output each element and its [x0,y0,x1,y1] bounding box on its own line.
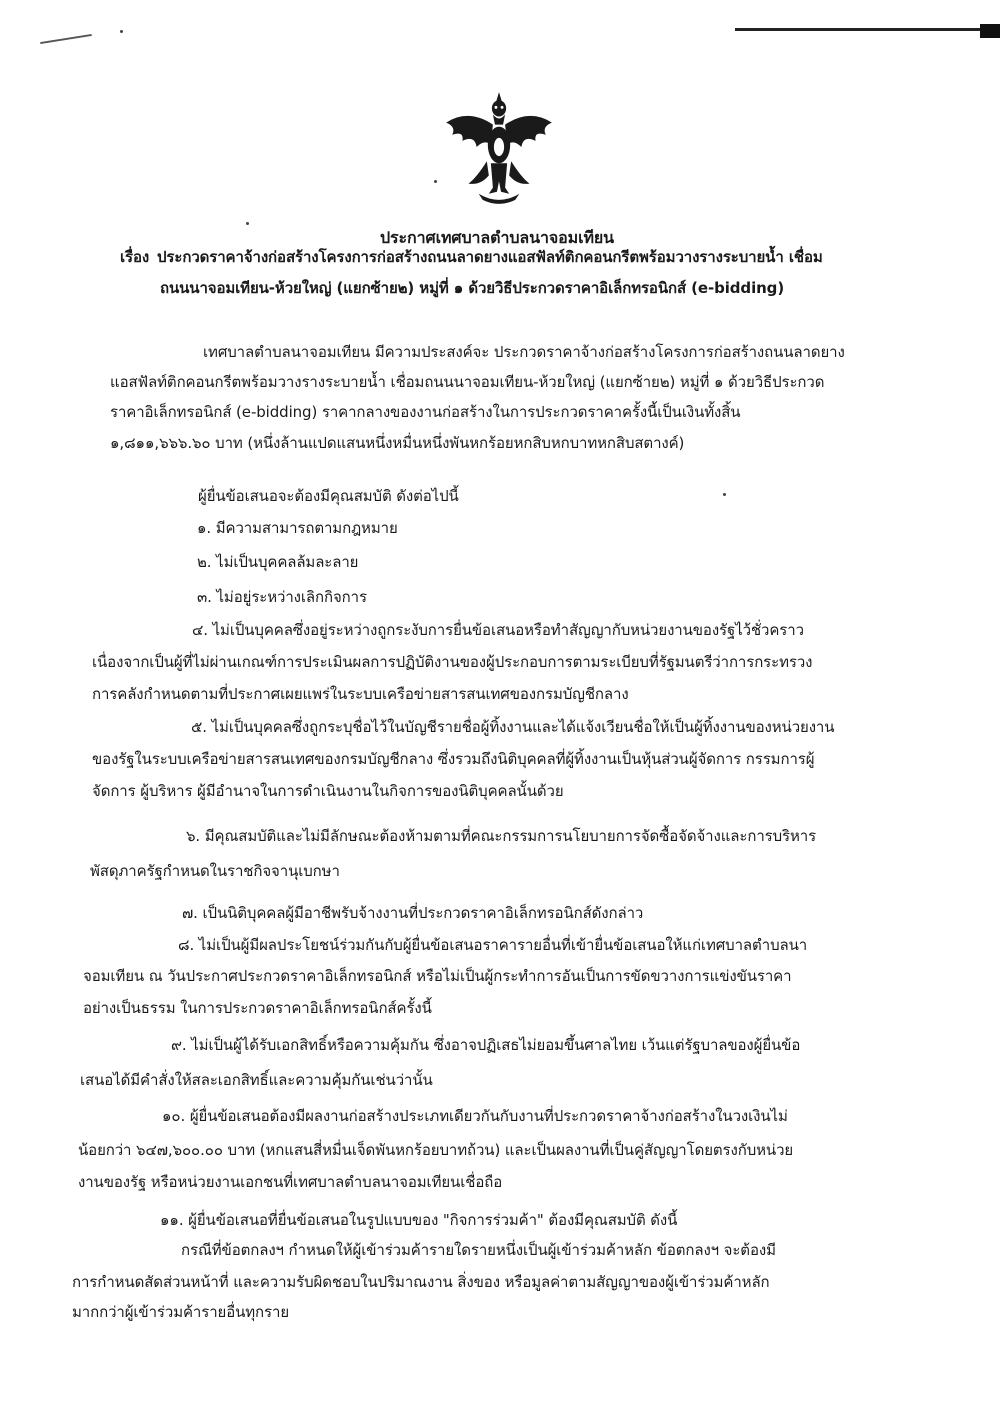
garuda-emblem-icon [438,88,560,210]
scan-speck [120,30,123,33]
intro-line: ราคาอิเล็กทรอนิกส์ (e-bidding) ราคากลางของงานก่อสร้างในการประกวดราคาครั้งนี้เป็นเงินทั้งสิ้น [110,403,741,421]
qualification-line: ของรัฐในระบบเครือข่ายสารสนเทศของกรมบัญชีกลาง ซึ่งรวมถึงนิติบุคคลที่ผู้ทิ้งงานเป็นหุ้นส่วนผู้จัดการ กรรมการผู้ [92,750,815,768]
qualification-item: ๑๐. ผู้ยื่นข้อเสนอต้องมีผลงานก่อสร้างประเภทเดียวกันกับงานที่ประกวดราคาจ้างก่อสร้างในวงเงินไม่ [162,1107,788,1125]
scan-scratch-mark [40,34,92,44]
subject-label: เรื่อง [120,248,150,266]
subject-line: ประกวดราคาจ้างก่อสร้างโครงการก่อสร้างถนนลาดยางแอสฟัลท์ติกคอนกรีตพร้อมวางรางระบายน้ำ เชื่อม [157,248,823,266]
qualification-item: ๘. ไม่เป็นผู้มีผลประโยชน์ร่วมกันกับผู้ยื่นข้อเสนอราคารายอื่นที่เข้ายื่นข้อเสนอให้แก่เทศบาลตำบลนา [178,936,808,954]
qualification-item: ๕. ไม่เป็นบุคคลซึ่งถูกระบุชื่อไว้ในบัญชีรายชื่อผู้ทิ้งงานและได้แจ้งเวียนชื่อให้เป็นผู้ทิ้งงานของหน่วยงาน [191,718,835,736]
qualification-line: จอมเทียน ณ วันประกาศประกวดราคาอิเล็กทรอนิกส์ หรือไม่เป็นผู้กระทำการอันเป็นการขัดขวางการแข่งขันราคา [83,967,792,985]
qualification-line: กรณีที่ข้อตกลงฯ กำหนดให้ผู้เข้าร่วมค้ารายใดรายหนึ่งเป็นผู้เข้าร่วมค้าหลัก ข้อตกลงฯ จะต้องมี [181,1241,776,1259]
qualification-line: น้อยกว่า ๖๔๗,๖๐๐.๐๐ บาท (หกแสนสี่หมื่นเจ็ดพันหกร้อยบาทถ้วน) และเป็นผลงานที่เป็นคู่สัญญาโดยตรงกับหน่วย [78,1141,794,1159]
qualification-item: ๑. มีความสามารถตามกฎหมาย [197,519,398,537]
qualification-line: จัดการ ผู้บริหาร ผู้มีอำนาจในการดำเนินงานในกิจการของนิติบุคคลนั้นด้วย [92,782,564,800]
qualification-item: ๔. ไม่เป็นบุคคลซึ่งอยู่ระหว่างถูกระงับการยื่นข้อเสนอหรือทำสัญญากับหน่วยงานของรัฐไว้ชั่วคราว [192,621,804,639]
qualification-line: มากกว่าผู้เข้าร่วมค้ารายอื่นทุกราย [72,1303,290,1321]
qualification-item: ๑๑. ผู้ยื่นข้อเสนอที่ยื่นข้อเสนอในรูปแบบของ "กิจการร่วมค้า" ต้องมีคุณสมบัติ ดังนี้ [160,1211,678,1229]
qualification-item: ๓. ไม่อยู่ระหว่างเลิกกิจการ [197,588,367,606]
scan-edge-line [735,28,1000,31]
qualification-item: ๗. เป็นนิติบุคคลผู้มีอาชีพรับจ้างงานที่ประกวดราคาอิเล็กทรอนิกส์ดังกล่าว [182,904,644,922]
intro-line: ๑,๘๑๑,๖๖๖.๖๐ บาท (หนึ่งล้านแปดแสนหนึ่งหมื่นหนึ่งพันหกร้อยหกสิบหกบาทหกสิบสตางค์) [110,434,685,452]
scan-speck [246,222,249,225]
document-title: ประกาศเทศบาลตำบลนาจอมเทียน [380,228,615,247]
qualification-line: การกำหนดสัดส่วนหน้าที่ และความรับผิดชอบในปริมาณงาน สิ่งของ หรือมูลค่าตามสัญญาของผู้เข้าร่วมค้าหลัก [72,1273,770,1291]
qualification-line: งานของรัฐ หรือหน่วยงานเอกชนที่เทศบาลตำบลนาจอมเทียนเชื่อถือ [78,1173,503,1191]
qualification-item: ๒. ไม่เป็นบุคคลล้มละลาย [197,553,359,571]
qualification-line: เสนอได้มีคำสั่งให้สละเอกสิทธิ์และความคุ้มกันเช่นว่านั้น [80,1071,433,1089]
qualification-item: ๖. มีคุณสมบัติและไม่มีลักษณะต้องห้ามตามที่คณะกรรมการนโยบายการจัดซื้อจัดจ้างและการบริหาร [186,827,817,845]
intro-line: เทศบาลตำบลนาจอมเทียน มีความประสงค์จะ ประกวดราคาจ้างก่อสร้างโครงการก่อสร้างถนนลาดยาง [203,343,845,361]
qualifications-heading: ผู้ยื่นข้อเสนอจะต้องมีคุณสมบัติ ดังต่อไปนี้ [198,487,459,505]
scan-speck [434,180,437,183]
intro-line: แอสฟัลท์ติกคอนกรีตพร้อมวางรางระบายน้ำ เชื่อมถนนนาจอมเทียน-ห้วยใหญ่ (แยกซ้าย๒) หมู่ที่ ๑ ด้วยวิธีประกวด [110,373,825,391]
scan-speck [723,493,726,496]
subject-line: ถนนนาจอมเทียน-ห้วยใหญ่ (แยกซ้าย๒) หมู่ที่ ๑ ด้วยวิธีประกวดราคาอิเล็กทรอนิกส์ (e-bidding) [160,279,785,297]
qualification-line: พัสดุภาครัฐกำหนดในราชกิจจานุเบกษา [90,862,340,880]
scan-corner-mark [980,24,1000,38]
qualification-item: ๙. ไม่เป็นผู้ได้รับเอกสิทธิ์หรือความคุ้มกัน ซึ่งอาจปฏิเสธไม่ยอมขึ้นศาลไทย เว้นแต่รัฐบาลของผู้ยื่นข้อ [171,1036,801,1054]
qualification-line: อย่างเป็นธรรม ในการประกวดราคาอิเล็กทรอนิกส์ครั้งนี้ [83,999,432,1017]
qualification-line: การคลังกำหนดตามที่ประกาศเผยแพร่ในระบบเครือข่ายสารสนเทศของกรมบัญชีกลาง [92,685,629,703]
qualification-line: เนื่องจากเป็นผู้ที่ไม่ผ่านเกณฑ์การประเมินผลการปฏิบัติงานของผู้ประกอบการตามระเบียบที่รัฐมนตรีว่าการกระทรวง [92,653,813,671]
